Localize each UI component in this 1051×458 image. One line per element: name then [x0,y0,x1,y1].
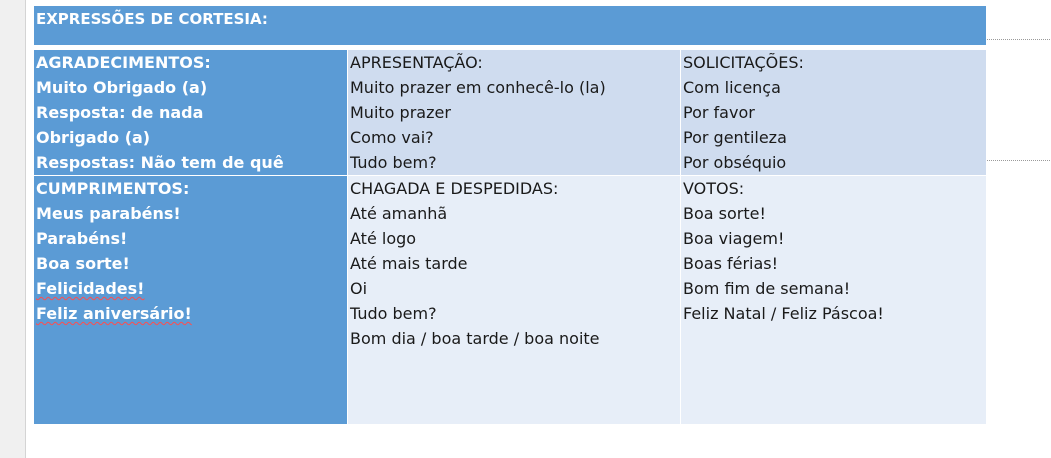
list-item: Até mais tarde [350,254,468,273]
table-row [34,176,987,425]
table-title[interactable]: EXPRESSÕES DE CORTESIA: [34,6,987,46]
list-item: Muito Obrigado (a) [36,78,208,97]
list-item: Bom fim de semana! [683,279,851,298]
list-item [36,276,347,301]
list-item: Bom dia / boa tarde / boa noite [350,329,600,348]
cell-heading: CUMPRIMENTOS: [36,179,190,198]
list-item: Respostas: Não tem de quê [36,153,284,172]
list-item: Por favor [683,103,755,122]
list-item: Com licença [683,78,781,97]
list-item: Por obséquio [683,153,787,172]
list-item: Boa viagem! [683,229,785,248]
cell-heading: SOLICITAÇÕES: [683,53,804,72]
list-item: Como vai? [350,128,434,147]
cell-votos[interactable] [681,176,987,425]
list-item: Resposta: de nada [36,103,204,122]
cell-heading: APRESENTAÇÃO: [350,53,483,72]
table-boundary-guide [986,39,1050,40]
cell-heading: AGRADECIMENTOS: [36,53,211,72]
table-row [34,50,987,176]
cell-cumprimentos[interactable] [34,176,348,425]
list-item: Meus parabéns! [36,204,181,223]
cell-heading: VOTOS: [683,179,745,198]
courtesy-table[interactable] [33,5,986,425]
page-left-margin [0,0,26,458]
list-item: Boa sorte! [683,204,766,223]
list-item: Boa sorte! [36,254,130,273]
list-item: Obrigado (a) [36,128,151,147]
title-row [34,6,987,46]
list-item: Tudo bem? [350,304,437,323]
list-item: Até amanhã [350,204,448,223]
spellcheck-flagged-word: Feliz aniversário! [36,304,192,323]
list-item: Tudo bem? [350,153,437,172]
list-item: Feliz Natal / Feliz Páscoa! [683,304,884,323]
cell-heading: CHAGADA E DESPEDIDAS: [350,179,559,198]
list-item: Muito prazer [350,103,451,122]
cell-chegada-despedidas[interactable] [348,176,681,425]
list-item [36,301,347,326]
spellcheck-flagged-word: Felicidades! [36,279,145,298]
list-item: Por gentileza [683,128,787,147]
cell-agradecimentos[interactable] [34,50,348,176]
cell-apresentacao[interactable] [348,50,681,176]
list-item: Até logo [350,229,417,248]
list-item: Boas férias! [683,254,779,273]
cell-solicitacoes[interactable] [681,50,987,176]
list-item: Parabéns! [36,229,128,248]
list-item: Oi [350,279,368,298]
table-boundary-guide [986,160,1050,161]
list-item: Muito prazer em conhecê-lo (la) [350,78,606,97]
